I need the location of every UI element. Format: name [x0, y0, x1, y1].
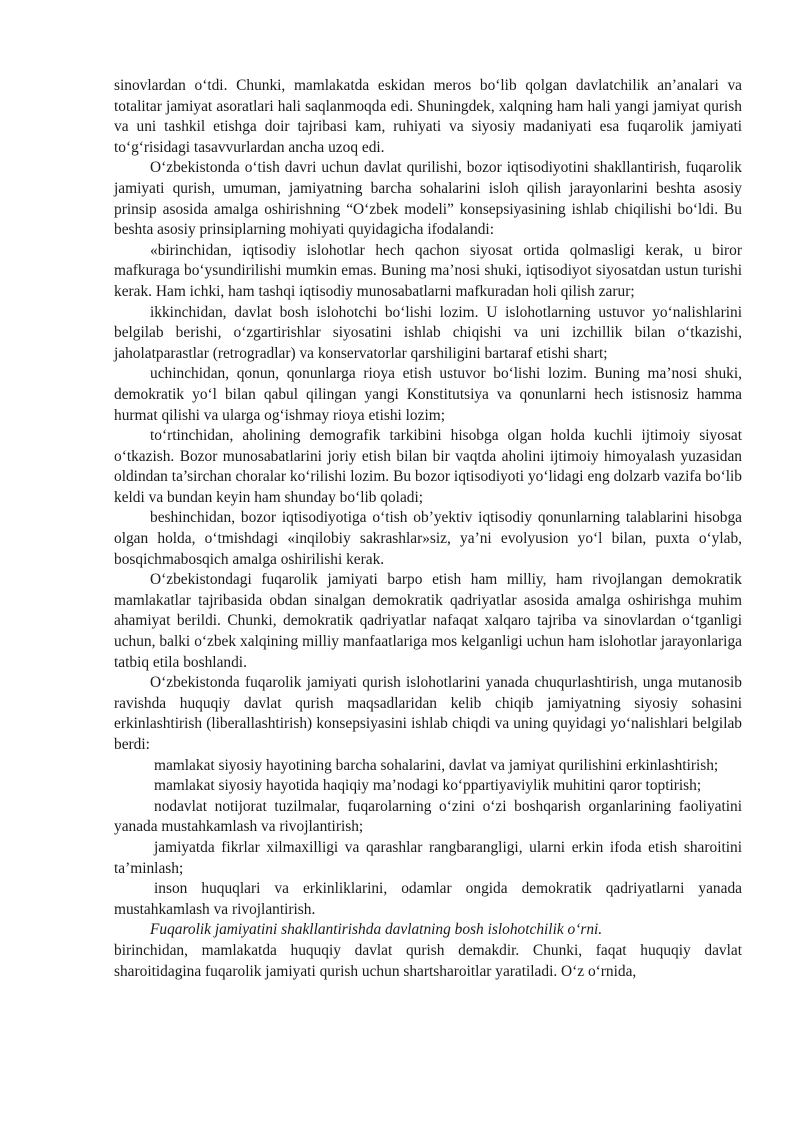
- list-item: mamlakat siyosiy hayotining barcha sohalarini, davlat va jamiyat qurilishini erkinlashtirish;: [154, 756, 719, 774]
- list-item: jamiyatda fikrlar xilmaxilligi va qarashlar rangbarangligi, ularni erkin ifoda etish sharoitini ta’minlash;: [114, 838, 742, 877]
- paragraph-liberalization: O‘zbekistonda fuqarolik jamiyati qurish islohotlarini yanada chuqurlashtirish, unga mutanosib ravishda huquqiy davlat qurish maqsadlaridan kelib chiqib jamiyatning siyosiy sohasini erkinlashtirish (liberallashtirish) konsepsiyasini ishlab chiqdi va uning quyidagi yo‘nalishlari belgilab berdi:: [114, 674, 742, 753]
- section-heading: Fuqarolik jamiyatini shakllantirishda davlatning bosh islohotchilik o‘rni.: [150, 921, 603, 939]
- list-item: nodavlat notijorat tuzilmalar, fuqarolarning o‘zini o‘zi boshqarish organlarining faoliyatini yanada mustahkamlash va rivojlantirish;: [114, 797, 742, 836]
- paragraph-uzbek-model: O‘zbekistonda o‘tish davri uchun davlat qurilishi, bozor iqtisodiyotini shakllantirish, fuqarolik jamiyati qurish, umuman, jamiyatning barcha sohalarini isloh qilish jarayonlarini beshta asosiy prinsip asosida amalga oshirishning “O‘zbek modeli” konsepsiyasining ishlab chiqilishi bo‘ldi. Bu beshta asosiy prinsiplarning mohiyati quyidagicha ifodalandi:: [114, 159, 742, 239]
- paragraph-democratic-values: O‘zbekistondagi fuqarolik jamiyati barpo etish ham milliy, ham rivojlangan demokratik mamlakatlar tajribasida obdan sinalgan demokratik qadriyatlar asosida amalga oshirishga muhim ahamiyat berildi. Chunki, demokratik qadriyatlar nafaqat xalqaro tajriba va sinovlardan o‘tganligi uchun, balki o‘zbek xalqining milliy manfaatlariga mos kelganligi uchun ham islohotlar jarayonlariga tatbiq etila boshlandi.: [114, 571, 742, 671]
- paragraph-closing: birinchidan, mamlakatda huquqiy davlat qurish demakdir. Chunki, faqat huquqiy davlat sharoitidagina fuqarolik jamiyati qurish uchun shartsharoitlar yaratiladi. O‘z o‘rnida,: [114, 941, 742, 980]
- principle-first: «birinchidan, iqtisodiy islohotlar hech qachon siyosat ortida qolmasligi kerak, u biror mafkuraga bo‘ysundirilishi mumkin emas. Buning ma’nosi shuki, iqtisodiyot siyosatdan ustun turishi kerak. Ham ichki, ham tashqi iqtisodiy munosabatlarni mafkuradan holi qilish zarur;: [114, 241, 742, 300]
- principle-second: ikkinchidan, davlat bosh islohotchi bo‘lishi lozim. U islohotlarning ustuvor yo‘nalishlarini belgilab berishi, o‘zgartirishlar siyosatini ishlab chiqishi va uni izchillik bilan o‘tkazishi, jaholatparastlar (retrogradlar) va konservatorlar qarshiligini bartaraf etishi shart;: [114, 303, 742, 362]
- principle-fourth: to‘rtinchidan, aholining demografik tarkibini hisobga olgan holda kuchli ijtimoiy siyosat o‘tkazish. Bozor munosabatlarini joriy etish bilan bir vaqtda aholini ijtimoiy himoyalash yuzasidan oldindan ta’sirchan choralar ko‘rilishi lozim. Bu bozor iqtisodiyoti yo‘lidagi eng dolzarb vazifa bo‘lib keldi va bundan keyin ham shunday bo‘lib qoladi;: [114, 427, 742, 506]
- list-item: mamlakat siyosiy hayotida haqiqiy ma’nodagi ko‘ppartiyaviylik muhitini qaror toptirish;: [154, 777, 702, 795]
- paragraph-continuation: sinovlardan o‘tdi. Chunki, mamlakatda eskidan meros bo‘lib qolgan davlatchilik an’analari va totalitar jamiyat asoratlari hali saqlanmoqda edi. Shuningdek, xalqning ham hali yangi jamiyat qurish va uni tashkil etishga doir tajribasi kam, ruhiyati va siyosiy madaniyati esa fuqarolik jamiyati to‘g‘risidagi tasavvurlardan ancha uzoq edi.: [114, 77, 742, 156]
- document-page: [114, 76, 742, 982]
- principle-third: uchinchidan, qonun, qonunlarga rioya etish ustuvor bo‘lishi lozim. Buning ma’nosi shuki, demokratik yo‘l bilan qabul qilingan yangi Konstitutsiya va qonunlarni hech istisnosiz hamma hurmat qilishi va ularga og‘ishmay rioya etishi lozim;: [114, 365, 742, 424]
- principle-fifth: beshinchidan, bozor iqtisodiyotiga o‘tish ob’yektiv iqtisodiy qonunlarning talablarini hisobga olgan holda, o‘tmishdagi «inqilobiy sakrashlar»siz, ya’ni evolyusion yo‘l bilan, puxta o‘ylab, bosqichmabosqich amalga oshirilishi kerak.: [114, 509, 742, 568]
- list-item: inson huquqlari va erkinliklarini, odamlar ongida demokratik qadriyatlarni yanada mustahkamlash va rivojlantirish.: [114, 880, 742, 918]
